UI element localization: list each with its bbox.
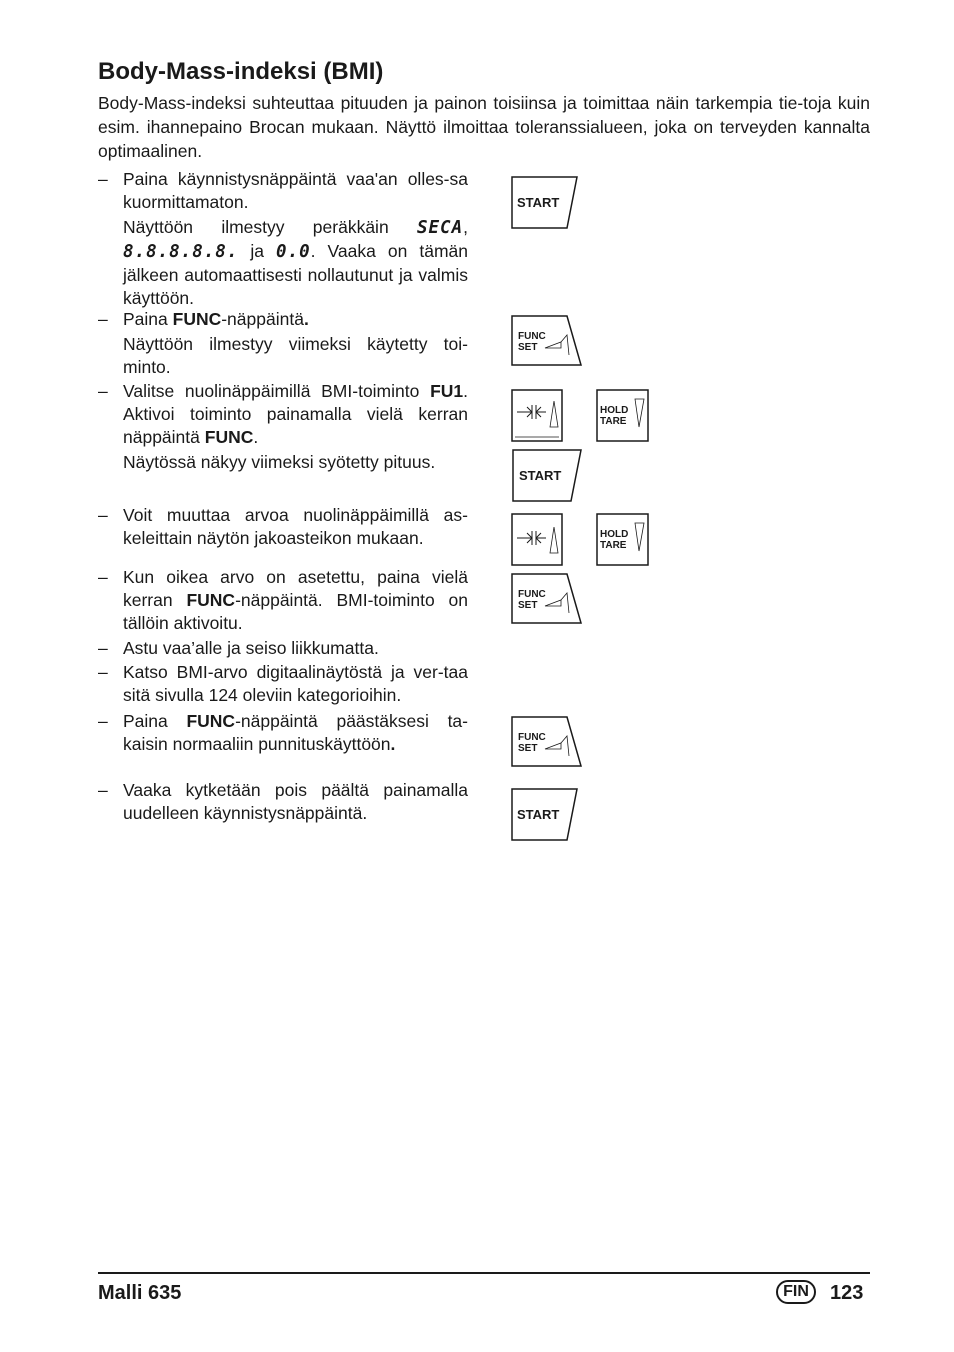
func-key-label: FUNC — [518, 732, 546, 743]
step-text: Valitse nuolinäppäimillä BMI-toiminto FU1. Aktivoi toiminto painamalla vielä kerran näppäintä FUNC. — [123, 381, 468, 447]
bullet-dash: – — [98, 505, 108, 525]
step-text: Katso BMI-arvo digitaalinäytöstä ja ver-taa sitä sivulla 124 oleviin kategorioihin. — [123, 662, 468, 705]
page-title: Body-Mass-indeksi (BMI) — [98, 58, 384, 85]
step-display-sequence: Näyttöön ilmestyy peräkkäin SECA, 8.8.8.8.8. ja 0.0. Vaaka on tämän jälkeen automaattisesti nollautunut ja valmis käyttöön. — [123, 217, 468, 308]
start-key-label: START — [519, 468, 562, 483]
page-number: 123 — [830, 1282, 864, 1304]
set-key-label: SET — [518, 600, 538, 611]
step-text: Kun oikea arvo on asetettu, paina vielä kerran FUNC-näppäintä. BMI-toiminto on tällöin aktivoitu. — [123, 567, 468, 633]
display-seca: SECA — [416, 218, 464, 238]
func-set-key[interactable] — [511, 716, 583, 768]
func-set-key[interactable] — [511, 573, 583, 625]
step-text: Paina FUNC-näppäintä päästäksesi ta-kaisin normaaliin punnituskäyttöön. — [123, 711, 468, 754]
step-text: Paina FUNC-näppäintä. — [123, 309, 309, 329]
bullet-dash: – — [98, 662, 108, 682]
step-confirm-value — [98, 566, 468, 635]
bullet-dash: – — [98, 309, 108, 329]
step-change-value — [98, 504, 468, 550]
start-key[interactable] — [511, 788, 579, 842]
func-set-key[interactable] — [511, 315, 583, 367]
hold-key-label: HOLD — [600, 529, 629, 540]
language-badge: FIN — [776, 1280, 816, 1304]
bullet-dash: – — [98, 638, 108, 658]
bullet-dash: – — [98, 381, 108, 401]
footer-model: Malli 635 — [98, 1282, 182, 1304]
step-stand-still — [98, 637, 468, 660]
arrow-key[interactable] — [510, 513, 566, 567]
step-return-normal — [98, 710, 468, 756]
bullet-dash: – — [98, 711, 108, 731]
start-key[interactable] — [511, 449, 583, 503]
step-power-on — [98, 168, 468, 310]
start-key-label: START — [517, 195, 560, 210]
func-key-label: FUNC — [518, 331, 546, 342]
step-select-bmi — [98, 380, 468, 474]
arrow-key[interactable] — [510, 389, 566, 443]
step-result: Näyttöön ilmestyy viimeksi käytetty toi-minto. — [123, 334, 468, 377]
hold-key-label: HOLD — [600, 405, 629, 416]
hold-tare-key[interactable] — [596, 513, 652, 567]
func-key-label: FUNC — [518, 589, 546, 600]
tare-key-label: TARE — [600, 540, 627, 551]
set-key-label: SET — [518, 342, 538, 353]
step-text: Voit muuttaa arvoa nuolinäppäimillä as-keleittain näytön jakoasteikon mukaan. — [123, 505, 468, 548]
display-zero: 0.0 — [276, 242, 311, 262]
hold-tare-key[interactable] — [596, 389, 652, 443]
bullet-dash: – — [98, 567, 108, 587]
step-text: Paina käynnistysnäppäintä vaa'an olles-sa kuormittamaton. — [123, 169, 468, 212]
bullet-dash: – — [98, 780, 108, 800]
start-key-label: START — [517, 807, 560, 822]
step-power-off — [98, 779, 468, 825]
intro-paragraph: Body-Mass-indeksi suhteuttaa pituuden ja painon toisiinsa ja toimittaa näin tarkempia tie-toja kuin esim. ihannepaino Brocan mukaan. Näyttö ilmoittaa toleranssialueen, joka on terveyden kannalta optimaalinen. — [98, 93, 870, 161]
step-text: Vaaka kytketään pois päältä painamalla uudelleen käynnistysnäppäintä. — [123, 780, 468, 823]
display-eights: 8.8.8.8.8. — [123, 242, 239, 262]
start-key[interactable] — [511, 176, 579, 230]
bullet-dash: – — [98, 169, 108, 189]
step-text: Astu vaa’alle ja seiso liikkumatta. — [123, 638, 379, 658]
step-read-bmi — [98, 661, 468, 707]
set-key-label: SET — [518, 743, 538, 754]
step-result: Näytössä näkyy viimeksi syötetty pituus. — [123, 452, 436, 472]
footer-divider — [98, 1272, 870, 1274]
tare-key-label: TARE — [600, 416, 627, 427]
step-press-func — [98, 308, 468, 379]
